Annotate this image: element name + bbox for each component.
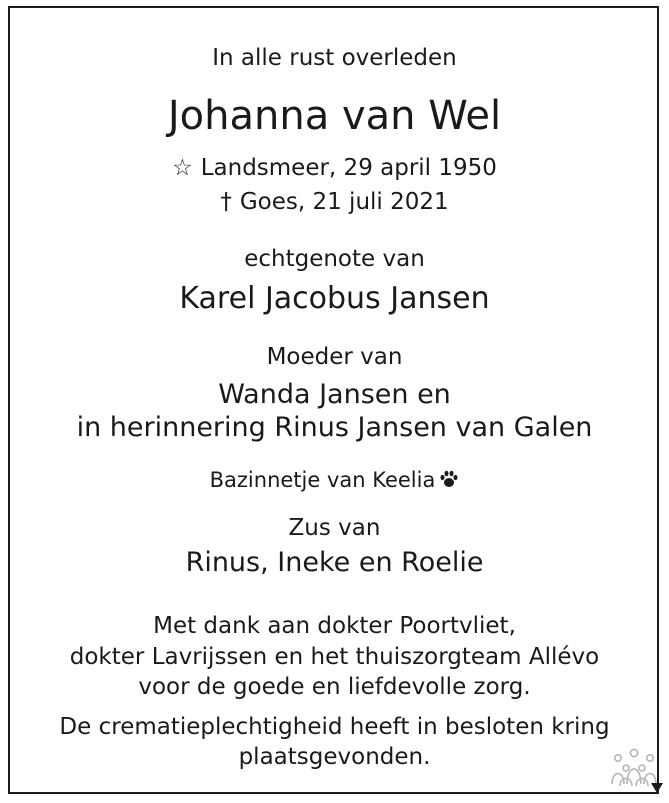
thanks-line-2: dokter Lavrijssen en het thuiszorgteam Allévo (69, 644, 600, 670)
birth-text: Landsmeer, 29 april 1950 (200, 155, 497, 181)
children-intro: Moeder van (266, 344, 403, 370)
pet-line (0, 469, 669, 491)
birth-line (0, 157, 669, 180)
ceremony-line-1: De crematieplechtigheid heeft in besloten kring (59, 714, 610, 740)
triangle-down-icon (650, 782, 664, 794)
spouse-name: Karel Jacobus Jansen (179, 281, 490, 316)
ceremony-line-2: plaatsgevonden. (238, 744, 431, 770)
thanks-line-3: voor de goede en liefdevolle zorg. (138, 674, 531, 700)
pet-text: Bazinnetje van Keelia (209, 468, 436, 492)
siblings-intro: Zus van (288, 515, 381, 541)
cross-icon: † (220, 189, 232, 215)
death-text: Goes, 21 juli 2021 (239, 189, 449, 215)
death-line (0, 191, 669, 214)
deceased-name: Johanna van Wel (167, 93, 502, 139)
star-icon: ☆ (172, 155, 193, 181)
siblings-names: Rinus, Ineke en Roelie (185, 547, 484, 578)
intro-text: In alle rust overleden (212, 45, 457, 71)
thanks-line-1: Met dank aan dokter Poortvliet, (153, 613, 516, 639)
spouse-intro: echtgenote van (244, 246, 425, 272)
children-line-1: Wanda Jansen en (218, 379, 451, 410)
children-line-2: in herinnering Rinus Jansen van Galen (76, 412, 593, 443)
paw-icon (439, 469, 459, 489)
